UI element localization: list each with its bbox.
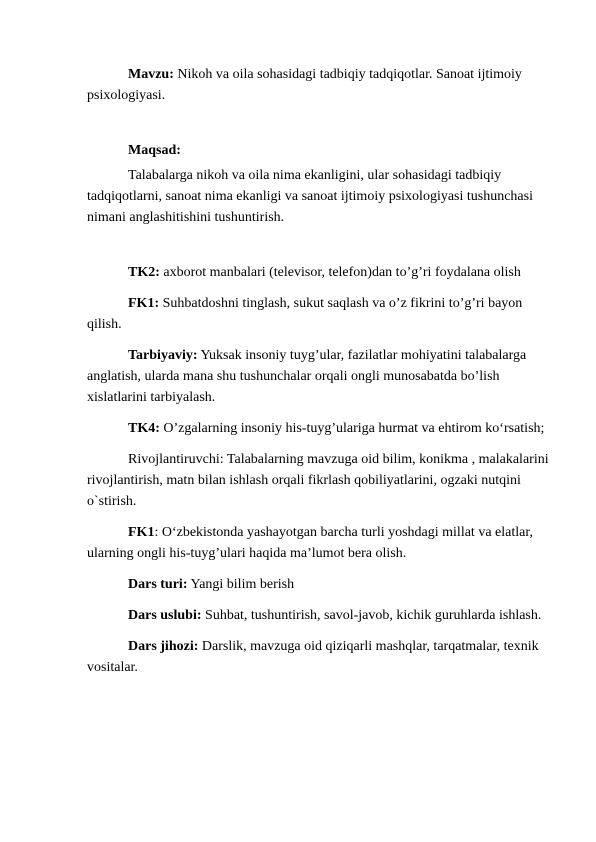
educational-paragraph xyxy=(87,345,549,408)
lesson-type-label: Dars turi: xyxy=(128,577,188,592)
lesson-type-paragraph xyxy=(87,574,549,595)
goal-paragraph xyxy=(87,165,549,228)
tk2-paragraph xyxy=(87,262,549,283)
tk2-label: TK2: xyxy=(128,265,160,280)
lesson-method-label: Dars uslubi: xyxy=(128,608,202,623)
goal-heading xyxy=(87,140,549,161)
topic-text: Nikoh va oila sohasidagi tadbiqiy tadqiqotlar. Sanoat ijtimoiy psixologiyasi. xyxy=(87,67,522,103)
lesson-equipment-label: Dars jihozi: xyxy=(128,639,199,654)
tk4-label: TK4: xyxy=(128,421,160,436)
lesson-type-text: Yangi bilim berish xyxy=(187,577,295,592)
tk4-text: O’zgalarning insoniy his-tuyg’ulariga hurmat va ehtirom ko‘rsatish; xyxy=(159,421,545,436)
fk1-second-label: FK1 xyxy=(128,525,155,540)
lesson-equipment-paragraph xyxy=(87,636,549,678)
fk1-second-paragraph xyxy=(87,522,549,564)
fk1-second-text: : O‘zbekistonda yashayotgan barcha turli yoshdagi millat va elatlar, ularning ongli his-tuyg’ulari haqida ma’lumot bera olish. xyxy=(87,525,533,561)
lesson-equipment-text: Darslik, mavzuga oid qiziqarli mashqlar, tarqatmalar, texnik vositalar. xyxy=(87,639,539,675)
fk1-label: FK1: xyxy=(128,296,160,311)
educational-text: Yuksak insoniy tuyg’ular, fazilatlar mohiyatini talabalarga anglatish, ularda mana shu tushunchalar orqali ongli munosabatda bo’lish xislatlarini tarbiyalash. xyxy=(87,348,527,405)
tk2-text: axborot manbalari (televisor, telefon)dan to’g’ri foydalana olish xyxy=(159,265,521,280)
fk1-text: Suhbatdoshni tinglash, sukut saqlash va o’z fikrini to’g’ri bayon qilish. xyxy=(87,296,523,332)
fk1-paragraph xyxy=(87,293,549,335)
goal-text: Talabalarga nikoh va oila nima ekanligini, ular sohasidagi tadbiqiy tadqiqotlarni, sanoat nima ekanligi va sanoat ijtimoiy psixologiyasi tushunchasi nimani anglashitishini tushuntirish. xyxy=(87,168,533,225)
lesson-method-text: Suhbat, tushuntirish, savol-javob, kichik guruhlarda ishlash. xyxy=(201,608,542,623)
educational-label: Tarbiyaviy: xyxy=(128,348,198,363)
topic-paragraph xyxy=(87,64,549,106)
document-page xyxy=(87,64,549,678)
topic-label: Mavzu: xyxy=(128,67,174,82)
tk4-paragraph xyxy=(87,418,549,439)
developmental-text: Rivojlantiruvchi: Talabalarning mavzuga oid bilim, konikma , malakalarini rivojlantirish, matn bilan ishlash orqali fikrlash qobiliyatlarini, ogzaki nutqini o`stirish. xyxy=(87,452,549,509)
lesson-method-paragraph xyxy=(87,605,549,626)
goal-label: Maqsad: xyxy=(128,143,181,158)
developmental-paragraph xyxy=(87,449,549,512)
